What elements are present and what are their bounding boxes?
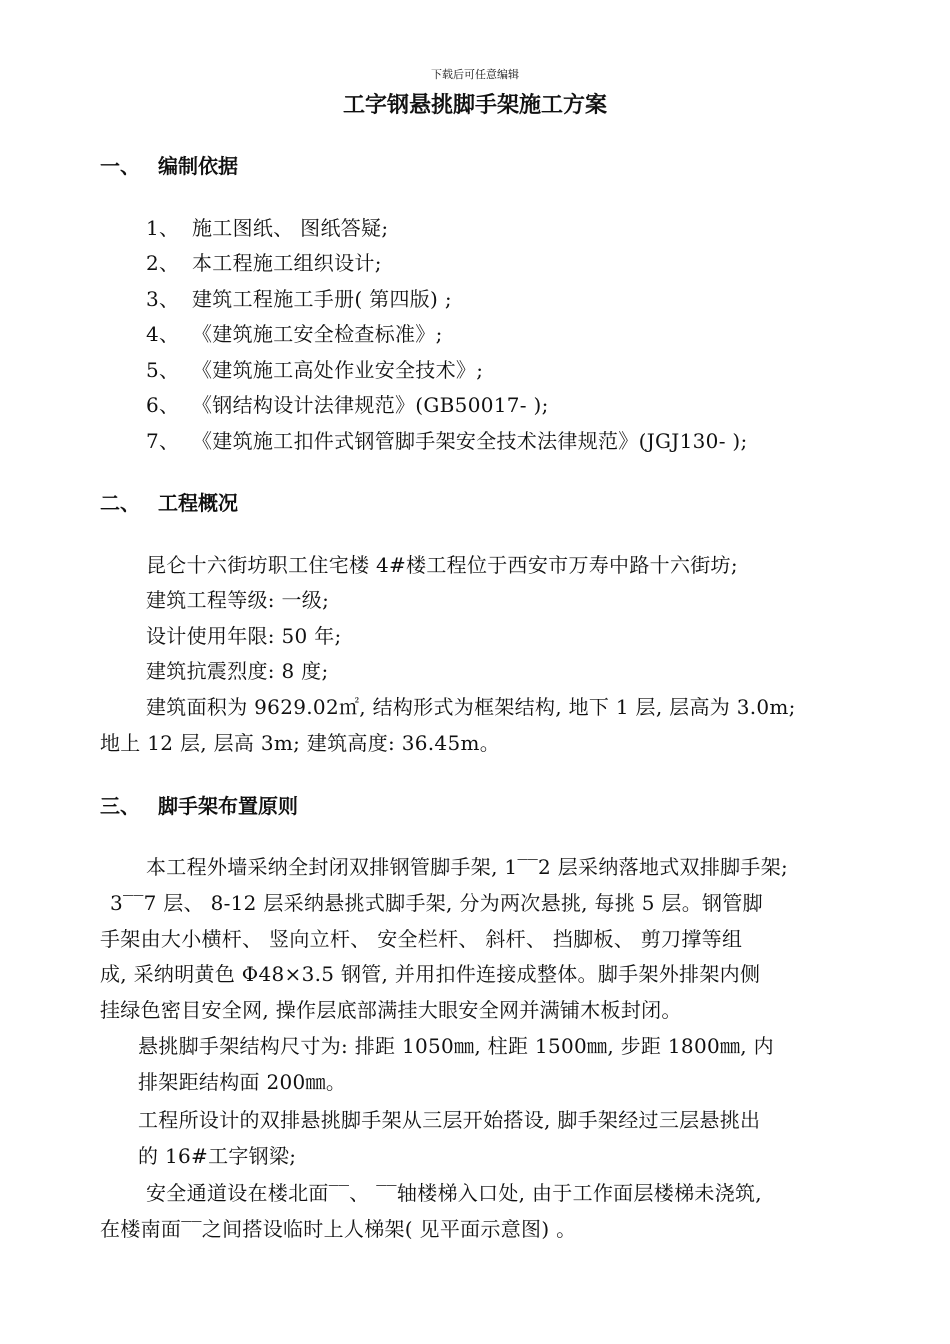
item-number: 2、 xyxy=(146,251,180,275)
item-text: 本工程施工组织设计; xyxy=(192,251,382,275)
list-item xyxy=(146,247,846,275)
paragraph-line: 安全通道设在楼北面‾‾、 ‾‾轴楼梯入口处, 由于工作面层楼梯未浇筑, xyxy=(146,1181,762,1205)
section-number: 二、 xyxy=(100,491,140,515)
document-title: 工字钢悬挑脚手架施工方案 xyxy=(342,93,607,118)
section-title: 脚手架布置原则 xyxy=(158,794,298,818)
paragraph-line: 建筑抗震烈度: 8 度; xyxy=(146,659,329,683)
section-title: 工程概况 xyxy=(158,491,238,515)
paragraph-line: 本工程外墙采纳全封闭双排钢管脚手架, 1‾‾2 层采纳落地式双排脚手架; xyxy=(146,855,789,879)
paragraph-line: 3‾‾7 层、 8-12 层采纳悬挑式脚手架, 分为两次悬挑, 每挑 5 层。钢管脚 xyxy=(110,891,763,915)
section-number: 一、 xyxy=(100,154,140,178)
paragraph-line: 在楼南面‾‾之间搭设临时上人梯架( 见平面示意图) 。 xyxy=(100,1217,577,1241)
paragraph-line: 建筑工程等级: 一级; xyxy=(146,588,330,612)
list-item xyxy=(146,318,846,346)
paragraph-line: 手架由大小横杆、 竖向立杆、 安全栏杆、 斜杆、 挡脚板、 剪刀撑等组 xyxy=(100,927,743,951)
list-item xyxy=(146,283,846,311)
paragraph-line: 挂绿色密目安全网, 操作层底部满挂大眼安全网并满铺木板封闭。 xyxy=(100,998,682,1022)
item-text: 《钢结构设计法律规范》(GB50017- ); xyxy=(192,393,549,417)
item-number: 4、 xyxy=(146,322,180,346)
item-number: 7、 xyxy=(146,429,180,453)
paragraph-line: 地上 12 层, 层高 3m; 建筑高度: 36.45m。 xyxy=(100,731,501,755)
section-title: 编制依据 xyxy=(158,154,238,178)
paragraph-line: 排架距结构面 200㎜。 xyxy=(138,1070,347,1094)
item-number: 3、 xyxy=(146,287,180,311)
section-heading-basis xyxy=(100,150,500,178)
section-heading-principles xyxy=(100,790,500,818)
item-text: 《建筑施工扣件式钢管脚手架安全技术法律规范》(JGJ130- ); xyxy=(192,429,748,453)
item-text: 《建筑施工安全检查标准》; xyxy=(192,322,443,346)
item-number: 5、 xyxy=(146,358,180,382)
paragraph-line: 设计使用年限: 50 年; xyxy=(146,624,342,648)
paragraph-line: 建筑面积为 9629.02㎡, 结构形式为框架结构, 地下 1 层, 层高为 3.0m; xyxy=(146,695,796,719)
list-item xyxy=(146,389,846,417)
paragraph-line: 工程所设计的双排悬挑脚手架从三层开始搭设, 脚手架经过三层悬挑出 xyxy=(138,1108,761,1132)
item-text: 建筑工程施工手册( 第四版) ; xyxy=(192,287,452,311)
paragraph-line: 成, 采纳明黄色 Φ48×3.5 钢管, 并用扣件连接成整体。脚手架外排架内侧 xyxy=(100,962,761,986)
list-item xyxy=(146,354,846,382)
item-text: 《建筑施工高处作业安全技术》; xyxy=(192,358,484,382)
section-heading-overview xyxy=(100,487,500,515)
paragraph-line: 昆仑十六街坊职工住宅楼 4#楼工程位于西安市万寿中路十六街坊; xyxy=(146,553,738,577)
item-text: 施工图纸、 图纸答疑; xyxy=(192,216,389,240)
header-note: 下载后可任意编辑 xyxy=(431,68,519,81)
paragraph-line: 悬挑脚手架结构尺寸为: 排距 1050㎜, 柱距 1500㎜, 步距 1800㎜, 内 xyxy=(138,1034,774,1058)
paragraph-line: 的 16#工字钢梁; xyxy=(138,1144,297,1168)
section-number: 三、 xyxy=(100,794,140,818)
item-number: 1、 xyxy=(146,216,180,240)
list-item xyxy=(146,212,846,240)
list-item xyxy=(146,425,906,453)
item-number: 6、 xyxy=(146,393,180,417)
